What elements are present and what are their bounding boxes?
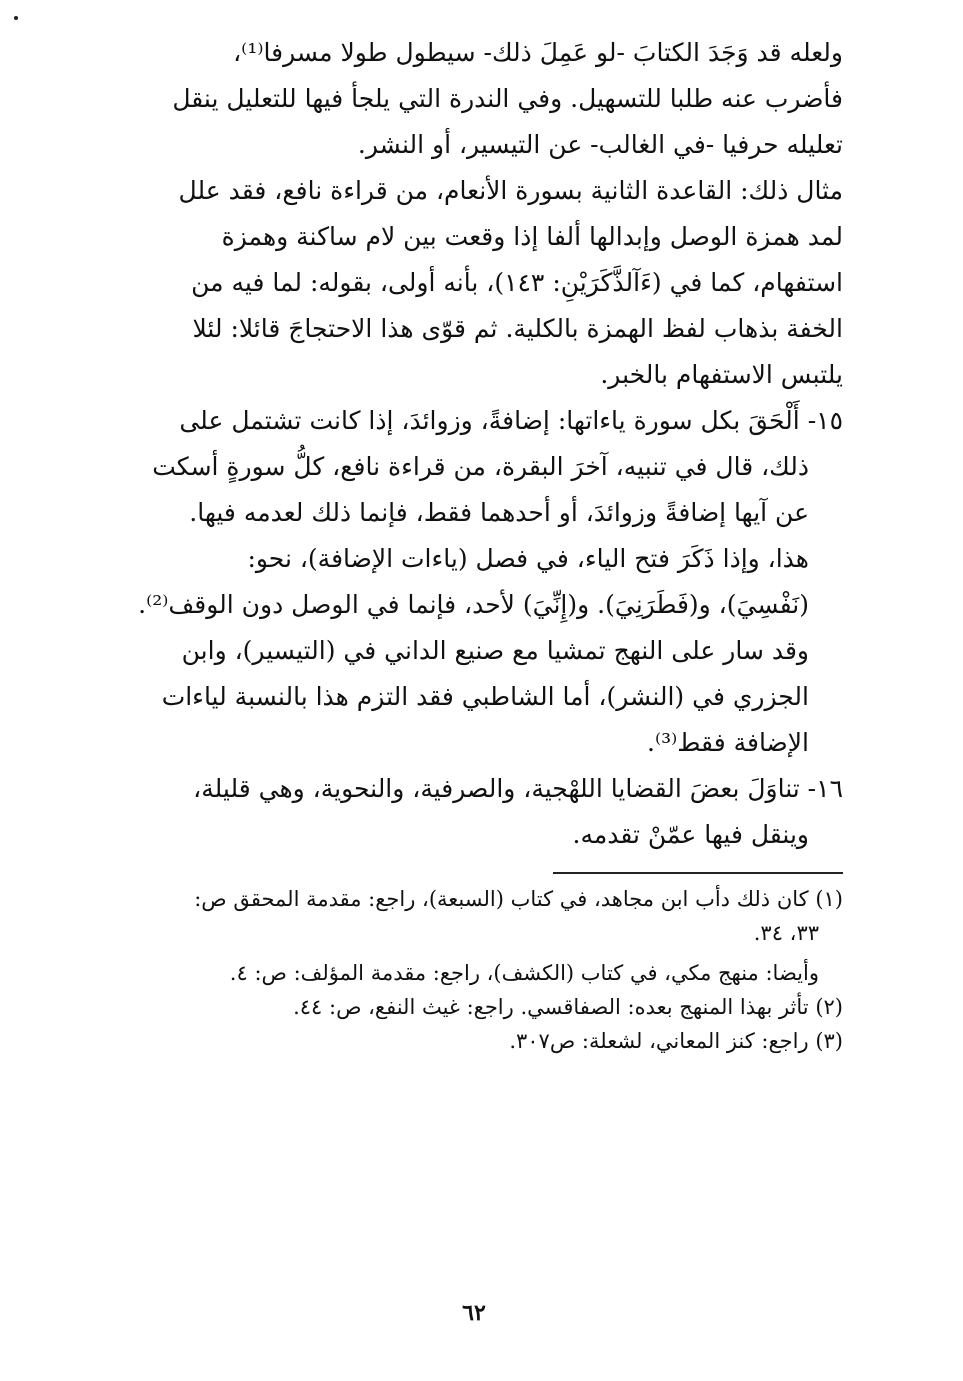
body-line: ذلك، قال في تنبيه، آخرَ البقرة، من قراءة نافع، كلُّ سورةٍ أسكت — [152, 452, 809, 481]
body-line: هذا، وإذا ذَكَرَ فتح الياء، في فصل (ياءات الإضافة)، نحو: — [247, 544, 809, 573]
footnote-line: (١) كان ذلك دأب ابن مجاهد، في كتاب (السبعة)، راجع: مقدمة المحقق ص: — [194, 887, 843, 911]
body-line: وقد سار على النهج تمشيا مع صنيع الداني في (التيسير)، وابن — [181, 636, 809, 665]
body-line: تعليله حرفيا -في الغالب- عن التيسير، أو النشر. — [357, 130, 843, 159]
scan-mark — [14, 16, 18, 20]
body-line: وينقل فيها عمّنْ تقدمه. — [572, 820, 809, 849]
footnote-line: (٣) راجع: كنز المعاني، لشعلة: ص٣٠٧. — [509, 1029, 843, 1053]
body-line: الإضافة فقط⁽³⁾. — [647, 728, 809, 757]
body-line: يلتبس الاستفهام بالخبر. — [600, 360, 843, 389]
body-text — [105, 30, 843, 858]
body-line: ولعله قد وَجَدَ الكتابَ -لو عَمِلَ ذلك- سيطول طولا مسرفا⁽¹⁾، — [233, 38, 843, 67]
body-line: استفهام، كما في (ءَآلذَّكَرَيْنِ: ١٤٣)، بأنه أولى، بقوله: لما فيه من — [191, 268, 843, 297]
body-line: (نَفْسِيَ)، و(فَطَرَنِيَ). و(إِنِّيَ) لأحد، فإنما في الوصل دون الوقف⁽²⁾. — [138, 590, 809, 619]
document-page — [105, 30, 843, 1350]
footnote-line: (٢) تأثر بهذا المنهج بعده: الصفاقسي. راجع: غيث النفع، ص: ٤٤. — [293, 995, 843, 1019]
footnote-line: ٣٣، ٣٤. — [753, 921, 819, 945]
body-line: مثال ذلك: القاعدة الثانية بسورة الأنعام، من قراءة نافع، فقد علل — [178, 176, 843, 205]
body-line: ١٦- تناوَلَ بعضَ القضايا اللهْجية، والصرفية، والنحوية، وهي قليلة، — [193, 774, 843, 803]
footnote-separator — [553, 872, 843, 874]
body-line: الخفة بذهاب لفظ الهمزة بالكلية. ثم قوّى هذا الاحتجاجَ قائلا: لئلا — [192, 314, 843, 343]
body-line: فأضرب عنه طلبا للتسهيل. وفي الندرة التي يلجأ فيها للتعليل ينقل — [172, 84, 843, 113]
footnotes — [105, 882, 843, 1058]
body-line: ١٥- أَلْحَقَ بكل سورة ياءاتها: إضافةً، وزوائدَ، إذا كانت تشتمل على — [179, 406, 843, 435]
body-line: لمد همزة الوصل وإبدالها ألفا إذا وقعت بين لام ساكنة وهمزة — [221, 222, 843, 251]
footnote-line: وأيضا: منهج مكي، في كتاب (الكشف)، راجع: مقدمة المؤلف: ص: ٤. — [229, 961, 819, 985]
page-number: ٦٢ — [462, 1300, 486, 1326]
body-line: الجزري في (النشر)، أما الشاطبي فقد التزم هذا بالنسبة لياءات — [161, 682, 809, 711]
body-line: عن آيها إضافةً وزوائدَ، أو أحدهما فقط، فإنما ذلك لعدمه فيها. — [189, 498, 809, 527]
